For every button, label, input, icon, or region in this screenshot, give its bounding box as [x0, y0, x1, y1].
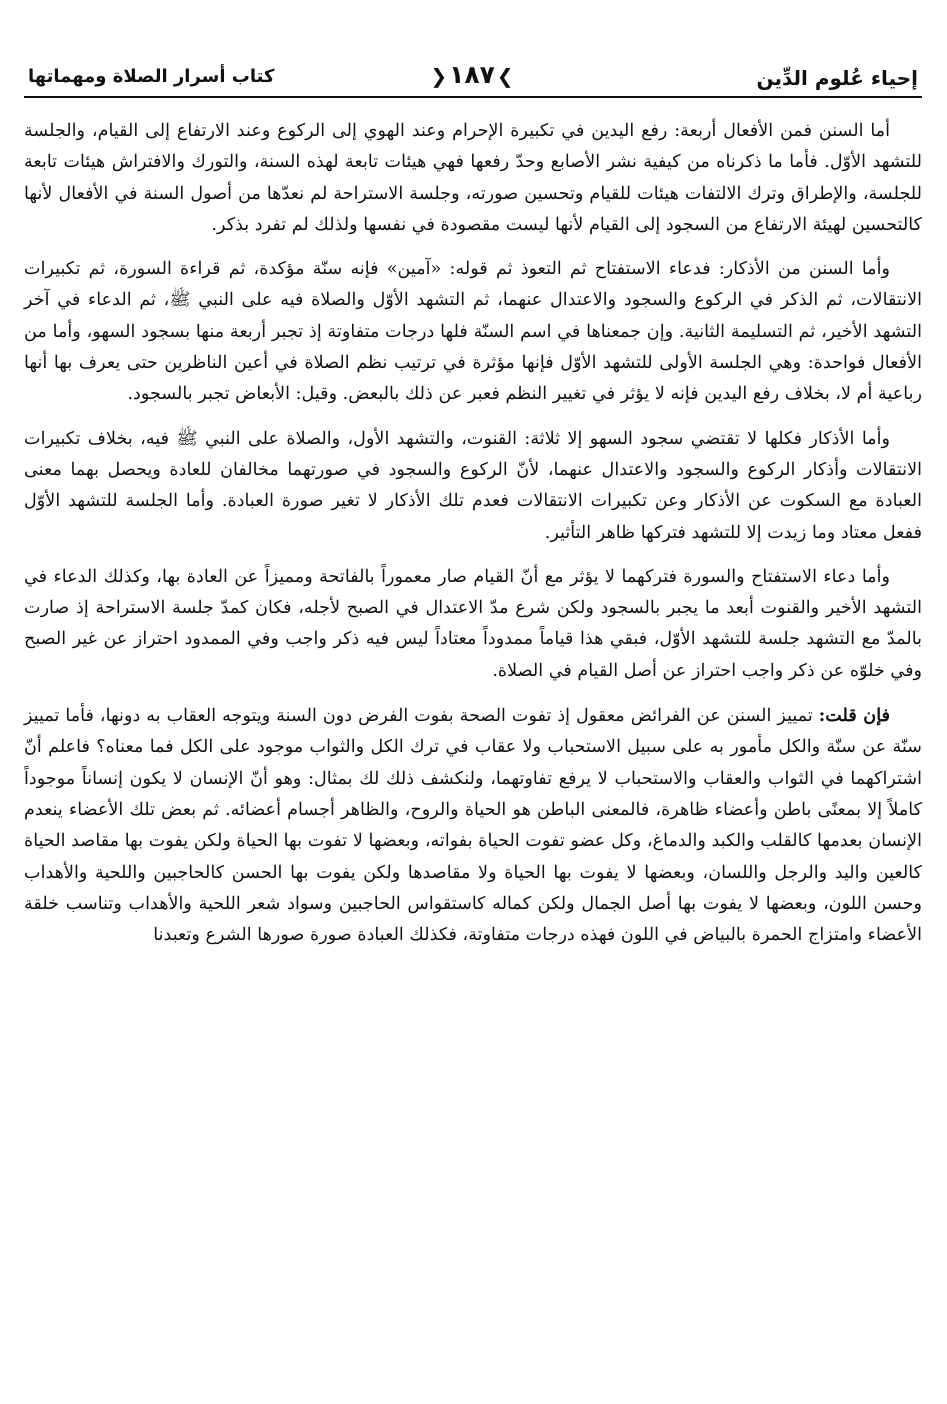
ornament-right-icon: ❯ [496, 64, 514, 88]
book-title: إحياء عُلوم الدِّين [756, 66, 918, 90]
paragraph-5-lead: فإن قلت: [818, 705, 890, 727]
paragraph-5-text: تمييز السنن عن الفرائض معقول إذ تفوت الصحة بفوت الفرض دون السنة ويتوجه العقاب به دونها، فأما تمييز سنّة عن سنّة والكل مأمور به على سبيل الاستحباب ولا عقاب في ترك الكل والثواب موجود على الكل فما معناه؟ فاعلم أنّ اشتراكهما في الثواب والعقاب والاستحباب لا يرفع تفاوتهما، ولنكشف ذلك لك بمثال: وهو أنّ الإنسان لا يكون إنساناً موجوداً كاملاً إلا بمعنًى باطن وأعضاء ظاهرة، فالمعنى الباطن هو الحياة والروح، والظاهر أجسام أعضائه. ثم بعض تلك الأعضاء ينعدم الإنسان بعدمها كالقلب والكبد والدماغ، وكل عضو تفوت الحياة بفواته، وبعضها لا تفوت بها الحياة ولكن يفوت بها مقاصد الحياة كالعين واليد والرجل واللسان، وبعضها لا يفوت بها الحياة ولا مقاصدها ولكن يفوت بها الحسن كالحاجبين واللحية والأهداب وحسن اللون، وبعضها لا يفوت بها أصل الجمال ولكن كماله كاستقواس الحاجبين وسواد شعر اللحية والأهداب وتناسب خلقة الأعضاء وامتزاج الحمرة بالبياض في اللون فهذه درجات متفاوتة، فكذلك العبادة صورة صورها الشرع وتعبدنا [24, 706, 922, 946]
body-text [24, 116, 922, 964]
ornament-left-icon: ❮ [430, 64, 448, 88]
header-divider [24, 96, 922, 98]
page-number [428, 60, 515, 89]
paragraph-2: وأما السنن من الأذكار: فدعاء الاستفتاح ثم التعوذ ثم قوله: «آمين» فإنه سنّة مؤكدة، ثم قراءة السورة، ثم تكبيرات الانتقالات، ثم الذكر في الركوع والسجود والاعتدال عنهما، ثم التشهد الأوّل والصلاة فيه على النبي ﷺ، ثم الدعاء في آخر التشهد الأخير، ثم التسليمة الثانية. وإن جمعناها في اسم السنّة فلها درجات متفاوتة إذ تجبر أربعة منها بسجود السهو، وأما من الأفعال فواحدة: وهي الجلسة الأولى للتشهد الأوّل فإنها مؤثرة في ترتيب نظم الصلاة في أعين الناظرين حتى يعرف بها أنها رباعية أم لا، بخلاف رفع اليدين فإنه لا يؤثر في تغيير النظم فعبر عن ذلك بالبعض. وقيل: الأبعاض تجبر بالسجود. [24, 259, 922, 405]
page-number-value: ١٨٧ [449, 60, 495, 89]
page-header [22, 52, 922, 98]
paragraph-1: أما السنن فمن الأفعال أربعة: رفع اليدين في تكبيرة الإحرام وعند الهوي إلى الركوع وعند الارتفاع إلى القيام، والجلسة للتشهد الأوّل. فأما ما ذكرناه من كيفية نشر الأصابع وحدّ رفعها فهي هيئات تابعة لهذه السنة، والتورك والافتراش هيئات تابعة للجلسة، والإطراق وترك الالتفات هيئات للقيام وتحسين صورته، وجلسة الاستراحة لم نعدّها من أصول السنة في الأفعال لأنها كالتحسين لهيئة الارتفاع من السجود إلى القيام لأنها ليست مقصودة في نفسها ولذلك لم تفرد بذكر. [24, 121, 922, 235]
paragraph-3: وأما الأذكار فكلها لا تقتضي سجود السهو إلا ثلاثة: القنوت، والتشهد الأول، والصلاة على النبي ﷺ فيه، بخلاف تكبيرات الانتقالات وأذكار الركوع والسجود والاعتدال عنهما، لأنّ الركوع والسجود في صورتهما مخالفان للعادة ويحصل بهما معنى العبادة مع السكوت عن الأذكار وعن تكبيرات الانتقالات فعدم تلك الأذكار لا تغير صورة العبادة. وأما الجلسة للتشهد الأوّل ففعل معتاد وما زيدت إلا للتشهد فتركها ظاهر التأثير. [24, 428, 922, 543]
chapter-title: كتاب أسرار الصلاة ومهماتها [28, 66, 275, 87]
paragraph-4: وأما دعاء الاستفتاح والسورة فتركهما لا يؤثر مع أنّ القيام صار معموراً بالفاتحة ومميزاً عن العادة بها، وكذلك الدعاء في التشهد الأخير والقنوت أبعد ما يجبر بالسجود ولكن شرع مدّ الاعتدال في الصبح لأجله، فكان كمدّ جلسة الاستراحة إذ صارت بالمدّ مع التشهد جلسة للتشهد الأوّل، فبقي هذا قياماً ممدوداً معتاداً ليس فيه ذكر واجب وفي الممدود احتراز عن غير الصبح وفي خلوّه عن ذكر واجب احتراز عن أصل القيام في الصلاة. [24, 566, 922, 681]
paragraph-5 [24, 700, 922, 951]
